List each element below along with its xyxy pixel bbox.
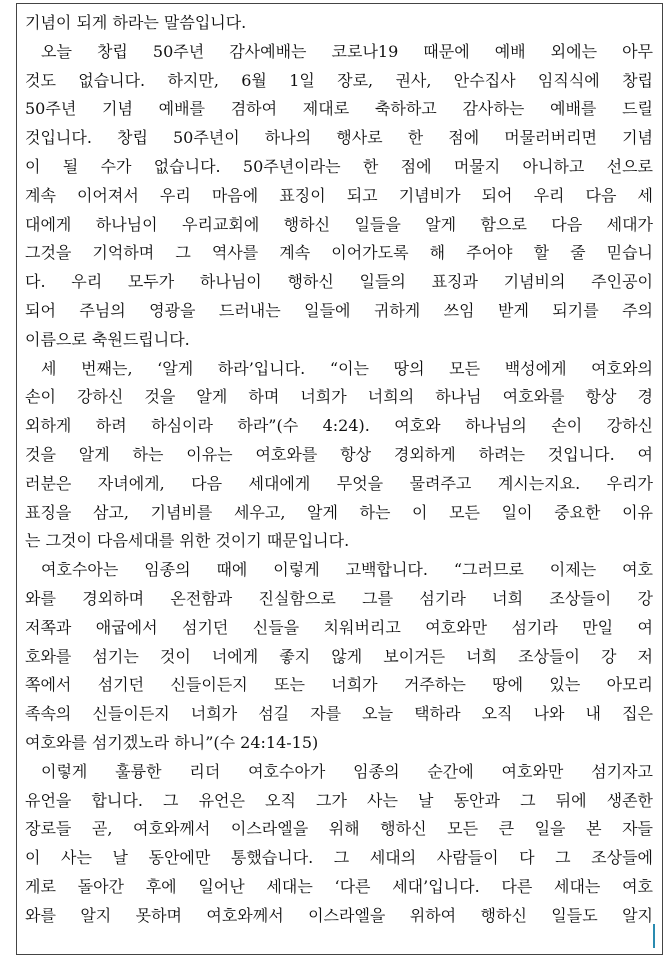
text-line: 게로 돌아간 후에 일어난 세대는 ‘다른 세대’입니다. 다른 세대는 여호 [25,876,653,896]
text-line: 이 사는 날 동안에만 통했습니다. 그 세대의 사람들이 다 그 조상들에 [25,848,653,868]
text-line: 것도 없습니다. 하지만, 6월 1일 장로, 권사, 안수집사 임직식에 창립 [25,70,653,90]
text-line: 러분은 자녀에게, 다음 세대에게 무엇을 물려주고 계시는지요. 우리가 [25,473,653,493]
text-line: 여호와를 섬기겠노라 하니”(수 24:14-15) [25,732,319,752]
text-line: 되어 주님의 영광을 드러내는 일들에 귀하게 쓰임 받게 되기를 주의 [25,300,653,320]
paragraph-first-line: 세 번째는, ‘알게 하라’입니다. “이는 땅의 모든 백성에게 여호와의 [41,358,653,378]
text-cursor [653,924,655,948]
text-line: 다. 우리 모두가 하나님이 행하신 일들의 표징과 기념비의 주인공이 [25,272,653,292]
text-line: 쪽에서 섬기던 신들이든지 또는 너희가 거주하는 땅에 있는 아모리 [25,675,653,695]
text-line: 이 될 수가 없습니다. 50주년이라는 한 점에 머물지 아니하고 선으로 [25,156,653,176]
paragraph-first-line: 오늘 창립 50주년 감사예배는 코로나19 때문에 예배 외에는 아무 [41,41,653,61]
text-line: 대에게 하나님이 우리교회에 행하신 일들을 알게 함으로 다음 세대가 [25,214,653,234]
text-line: 이름으로 축원드립니다. [25,329,190,349]
text-line: 호와를 섬기는 것이 너에게 좋지 않게 보이거든 너희 조상들이 강 저 [25,646,653,666]
text-line: 저쪽과 애굽에서 섬기던 신들을 치워버리고 여호와만 섬기라 만일 여 [25,617,653,637]
text-line: 장로들 곧, 여호와께서 이스라엘을 위해 행하신 모든 큰 일을 본 자들 [25,819,653,839]
paragraph-first-line: 여호수아는 임종의 때에 이렇게 고백합니다. “그러므로 이제는 여호 [41,560,653,580]
text-line: 유언을 합니다. 그 유언은 오직 그가 사는 날 동안과 그 뒤에 생존한 [25,790,653,810]
text-line: 족속의 신들이든지 너희가 섬길 자를 오늘 택하라 오직 나와 내 집은 [25,704,653,724]
text-line: 계속 이어져서 우리 마음에 표징이 되고 기념비가 되어 우리 다음 세 [25,185,653,205]
text-line: 기념이 되게 하라는 말씀입니다. [25,13,247,32]
text-line: 외하게 하려 하심이라 하라”(수 4:24). 여호와 하나님의 손이 강하신 [25,416,653,436]
text-line: 50주년 기념 예배를 겸하여 제대로 축하하고 감사하는 예배를 드릴 [25,99,653,119]
text-line: 것입니다. 창립 50주년이 하나의 행사로 한 점에 머물러버리면 기념 [25,128,653,148]
text-line: 는 그것이 다음세대를 위한 것이기 때문입니다. [25,531,350,551]
text-line: 와를 알지 못하며 여호와께서 이스라엘을 위하여 행하신 일들도 알지 [25,905,653,925]
text-line: 와를 경외하며 온전함과 진실함으로 그를 섬기라 너희 조상들이 강 [25,588,653,608]
text-line: 손이 강하신 것을 알게 하며 너희가 너희의 하나님 여호와를 항상 경 [25,387,653,407]
document-body[interactable] [25,9,653,931]
document-page [16,3,663,955]
text-line: 표징을 삼고, 기념비를 세우고, 알게 하는 이 모든 일이 중요한 이유 [25,502,653,522]
paragraph-first-line: 이렇게 훌륭한 리더 여호수아가 임종의 순간에 여호와만 섬기자고 [41,761,653,781]
text-line: 것을 알게 하는 이유는 여호와를 항상 경외하게 하려는 것입니다. 여 [25,444,653,464]
text-line: 그것을 기억하며 그 역사를 계속 이어가도록 해 주어야 할 줄 믿습니 [25,243,653,263]
